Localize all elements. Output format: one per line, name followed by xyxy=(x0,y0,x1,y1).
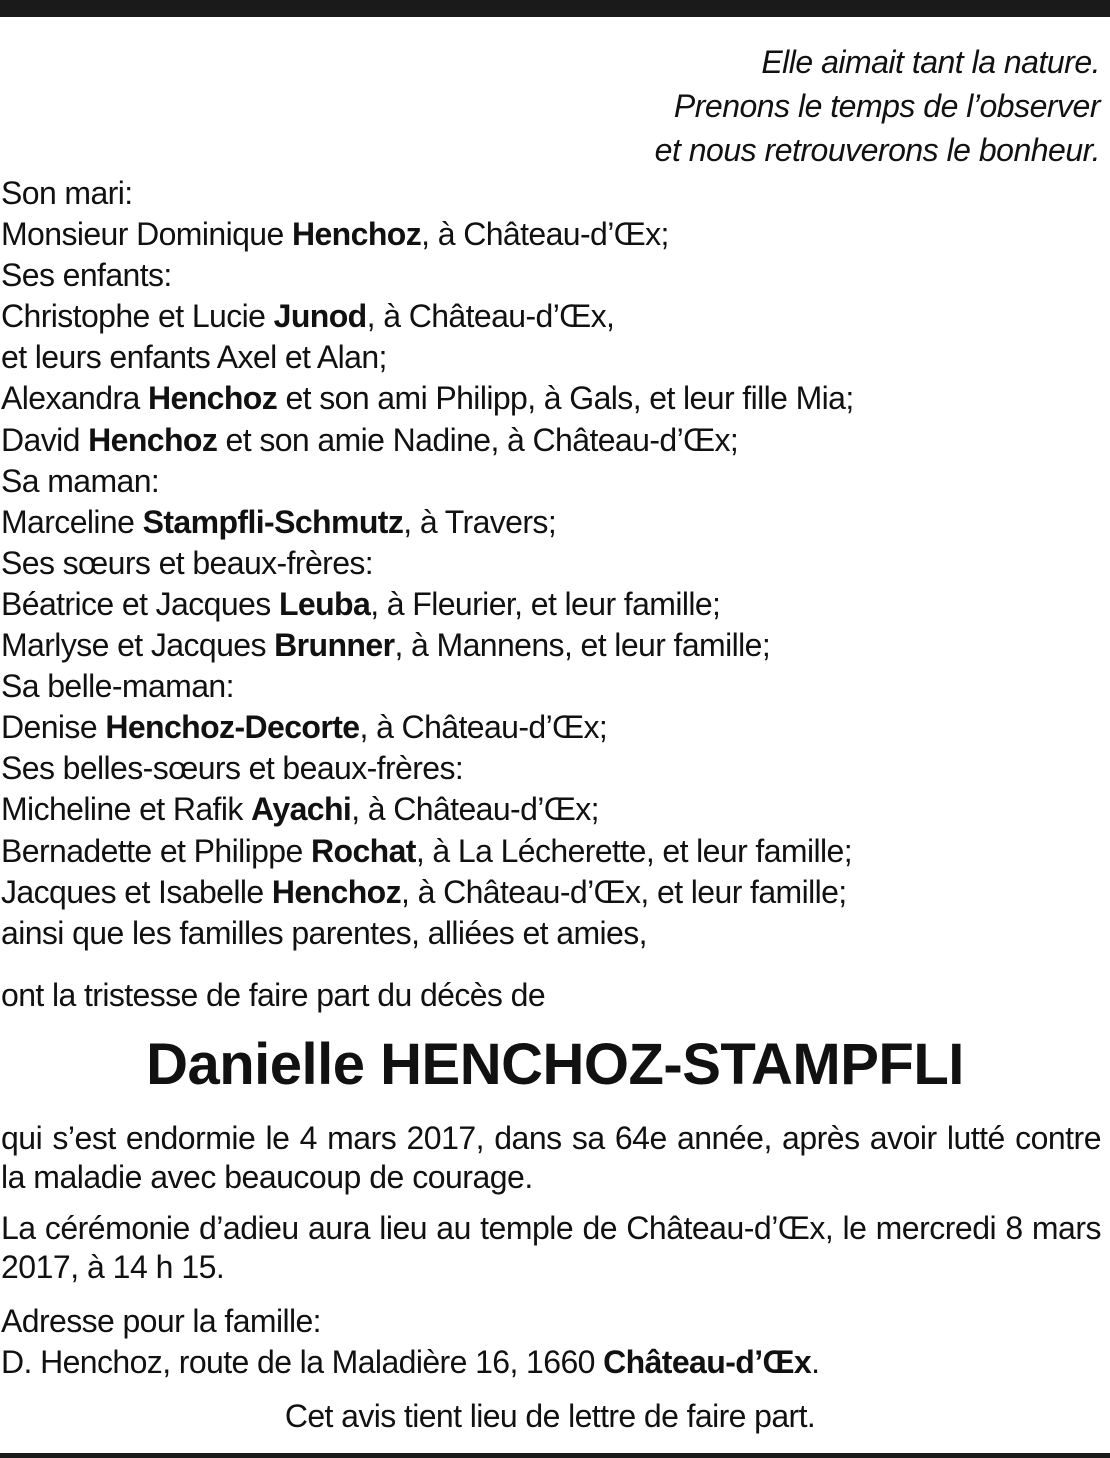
family-line: Ses enfants: xyxy=(1,257,172,294)
epigraph xyxy=(655,40,1100,172)
top-border-rule xyxy=(0,0,1110,17)
epigraph-line: Elle aimait tant la nature. xyxy=(761,44,1100,80)
passing-paragraph: qui s’est endormie le 4 mars 2017, dans sa 64e année, après avoir lutté contre la maladie avec beaucoup de courage. xyxy=(1,1120,1101,1195)
family-line: Marlyse et Jacques Brunner, à Mannens, et leur famille; xyxy=(1,627,771,664)
family-line: Denise Henchoz-Decorte, à Château-d’Œx; xyxy=(1,709,608,746)
epigraph-line: et nous retrouverons le bonheur. xyxy=(654,132,1100,168)
family-line: Marceline Stampfli-Schmutz, à Travers; xyxy=(1,503,557,540)
announcement-line: ont la tristesse de faire part du décès de xyxy=(1,977,546,1013)
family-address xyxy=(1,1301,819,1383)
family-line: Micheline et Rafik Ayachi, à Château-d’Œx; xyxy=(1,791,599,828)
family-line: Monsieur Dominique Henchoz, à Château-d’Œx; xyxy=(1,216,669,253)
family-line: Béatrice et Jacques Leuba, à Fleurier, et leur famille; xyxy=(1,585,721,622)
epigraph-line: Prenons le temps de l’observer xyxy=(673,88,1100,124)
family-line: Jacques et Isabelle Henchoz, à Château-d’Œx, et leur famille; xyxy=(1,873,847,910)
family-line: Bernadette et Philippe Rochat, à La Lécherette, et leur famille; xyxy=(1,832,852,869)
family-line: Sa maman: xyxy=(1,462,160,499)
family-line: David Henchoz et son amie Nadine, à Château-d’Œx; xyxy=(1,421,739,458)
address-line: D. Henchoz, route de la Maladière 16, 1660 Château-d’Œx. xyxy=(1,1344,820,1380)
deceased-name: Danielle HENCHOZ-STAMPFLI xyxy=(146,1032,964,1097)
family-line: et leurs enfants Axel et Alan; xyxy=(1,339,387,376)
family-line: Alexandra Henchoz et son ami Philipp, à Gals, et leur fille Mia; xyxy=(1,380,854,417)
family-line: Son mari: xyxy=(1,175,133,211)
family-line: Ses belles-sœurs et beaux-frères: xyxy=(1,750,464,787)
family-line: Christophe et Lucie Junod, à Château-d’Œx, xyxy=(1,298,615,335)
family-line: Ses sœurs et beaux-frères: xyxy=(1,544,374,581)
closing-note: Cet avis tient lieu de lettre de faire part. xyxy=(284,1398,816,1434)
family-line: ainsi que les familles parentes, alliées et amies, xyxy=(1,914,647,951)
family-list xyxy=(1,173,854,954)
ceremony-paragraph: La cérémonie d’adieu aura lieu au temple de Château-d’Œx, le mercredi 8 mars 2017, à 14 h 15. xyxy=(1,1210,1101,1285)
bottom-border-rule xyxy=(0,1453,1110,1458)
family-line: Sa belle-maman: xyxy=(1,668,234,705)
address-label: Adresse pour la famille: xyxy=(1,1303,321,1339)
